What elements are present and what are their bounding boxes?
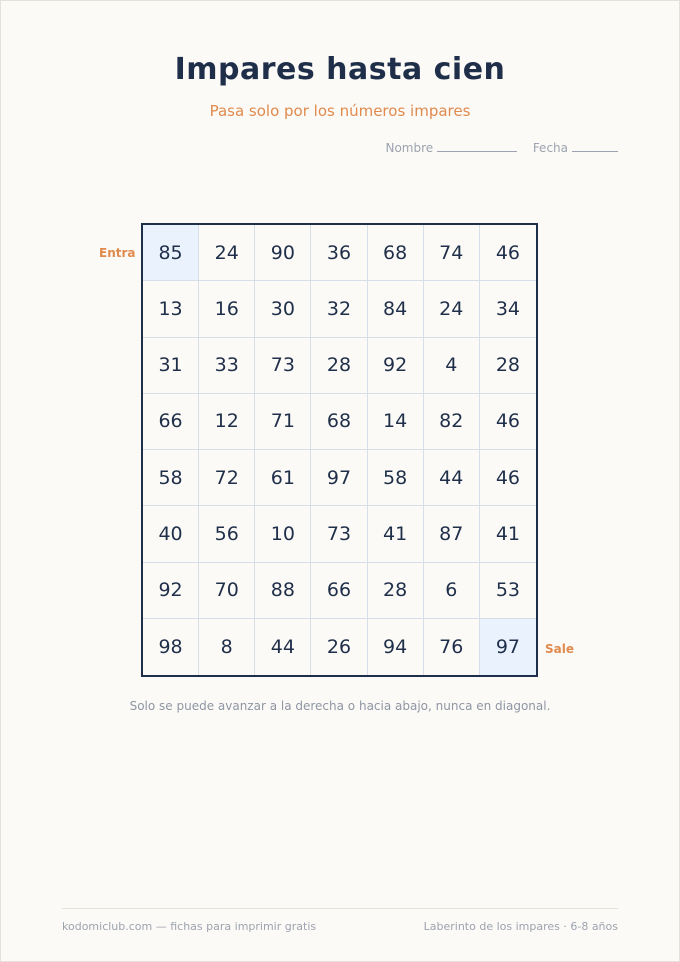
- maze-cell: 34: [480, 281, 536, 337]
- exit-label: Sale: [545, 642, 574, 656]
- maze-cell: 12: [199, 394, 255, 450]
- footer-site: kodomiclub.com — fichas para imprimir gratis: [62, 920, 317, 933]
- maze-cell: 72: [199, 450, 255, 506]
- maze-cell: 41: [368, 506, 424, 562]
- number-maze-grid: [141, 223, 538, 677]
- maze-cell: 87: [424, 506, 480, 562]
- rule-text: Solo se puede avanzar a la derecha o hacia abajo, nunca en diagonal.: [129, 699, 551, 713]
- maze-cell: 68: [311, 394, 367, 450]
- maze-cell: 66: [311, 563, 367, 619]
- maze-cell: 46: [480, 394, 536, 450]
- maze-cell: 14: [368, 394, 424, 450]
- maze-cell: 40: [143, 506, 199, 562]
- maze-cell: 44: [255, 619, 311, 675]
- maze-cell: 28: [368, 563, 424, 619]
- name-blank-line: [437, 139, 517, 152]
- footer-worksheet-info: Laberinto de los impares · 6-8 años: [423, 920, 618, 933]
- maze-cell: 26: [311, 619, 367, 675]
- maze-cell: 73: [311, 506, 367, 562]
- page-title: Impares hasta cien: [174, 52, 506, 87]
- maze-cell: 97: [480, 619, 536, 675]
- maze-cell: 32: [311, 281, 367, 337]
- maze-cell: 33: [199, 338, 255, 394]
- maze-cell: 31: [143, 338, 199, 394]
- maze-cell: 94: [368, 619, 424, 675]
- maze-cell: 46: [480, 450, 536, 506]
- maze-cell: 66: [143, 394, 199, 450]
- maze-cell: 28: [311, 338, 367, 394]
- maze-cell: 92: [143, 563, 199, 619]
- date-blank-line: [572, 139, 618, 152]
- maze-cell: 56: [199, 506, 255, 562]
- maze-cell: 88: [255, 563, 311, 619]
- maze-cell: 13: [143, 281, 199, 337]
- maze-cell: 74: [424, 225, 480, 281]
- maze-cell: 41: [480, 506, 536, 562]
- maze-cell: 44: [424, 450, 480, 506]
- maze-cell: 61: [255, 450, 311, 506]
- maze-cell: 73: [255, 338, 311, 394]
- maze-cell: 4: [424, 338, 480, 394]
- maze-cell: 46: [480, 225, 536, 281]
- maze-cell: 84: [368, 281, 424, 337]
- name-date-fields: [385, 139, 618, 155]
- maze-cell: 82: [424, 394, 480, 450]
- date-label: Fecha: [532, 141, 568, 155]
- maze-cell: 71: [255, 394, 311, 450]
- maze-cell: 58: [143, 450, 199, 506]
- footer-divider: [62, 908, 618, 909]
- maze-cell: 36: [311, 225, 367, 281]
- maze-cell: 90: [255, 225, 311, 281]
- maze-cell: 85: [143, 225, 199, 281]
- maze-cell: 97: [311, 450, 367, 506]
- maze-cell: 30: [255, 281, 311, 337]
- maze-cell: 10: [255, 506, 311, 562]
- maze-cell: 68: [368, 225, 424, 281]
- maze-cell: 28: [480, 338, 536, 394]
- maze-cell: 58: [368, 450, 424, 506]
- maze-cell: 8: [199, 619, 255, 675]
- page-subtitle: Pasa solo por los números impares: [209, 102, 471, 120]
- maze-cell: 70: [199, 563, 255, 619]
- maze-cell: 92: [368, 338, 424, 394]
- maze-cell: 24: [424, 281, 480, 337]
- maze-cell: 53: [480, 563, 536, 619]
- entrance-label: Entra: [99, 246, 136, 260]
- name-label: Nombre: [385, 141, 434, 155]
- maze-cell: 16: [199, 281, 255, 337]
- maze-cell: 24: [199, 225, 255, 281]
- maze-cell: 6: [424, 563, 480, 619]
- maze-cell: 98: [143, 619, 199, 675]
- maze-cell: 76: [424, 619, 480, 675]
